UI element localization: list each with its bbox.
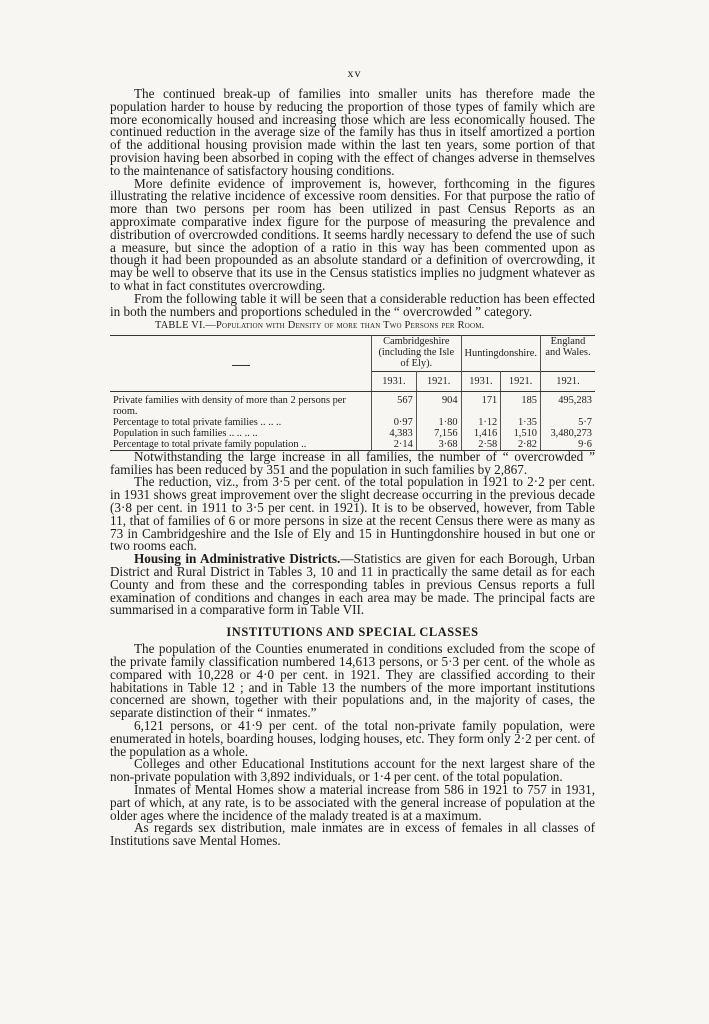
cell: 1,510 [501,428,541,439]
cell: 0·97 [372,417,417,428]
table-row [110,428,595,439]
paragraph-institutions: The population of the Counties enumerated in conditions excluded from the scope of the private family classification numbered 14,613 persons, or 5·3 per cent. of the whole as compared with 10,228 or 4·0 per cent. in 1921. They are classified according to their habitations in Table 12 ; and in Table 13 the numbers of the more important institutions concerned are shown, together with their populations and, in the majority of cases, the separate distinction of their “ inmates.” [110,641,595,721]
cell: 185 [501,391,541,417]
overcrowding-table [110,335,595,451]
cell: 904 [416,391,461,417]
header-huntingdonshire: Huntingdonshire. [461,336,540,372]
cell: 2·14 [372,439,417,451]
stub-dash [232,365,250,366]
row-label: Percentage to total private families .. .. .. [110,417,372,428]
year-ew-1921: 1921. [541,371,596,391]
row-label: Population in such families .. .. .. .. [110,428,372,439]
housing-run-in-title: Housing in Administrative Districts. [134,551,341,567]
paragraph-mental-homes: Inmates of Mental Homes show a material increase from 586 in 1921 to 757 in 1931, part of which, at any rate, is to be associated with the general increase of population at the older ages where the incidence of the malady treated is at a maximum. [110,781,595,823]
section-heading: INSTITUTIONS AND SPECIAL CLASSES [226,625,479,640]
year-cambs-1931: 1931. [372,371,417,391]
year-cambs-1921: 1921. [416,371,461,391]
cell: 1·80 [416,417,461,428]
paragraph-housing-districts [110,553,595,617]
cell: 2·58 [461,439,501,451]
paragraph-hotels: 6,121 persons, or 41·9 per cent. of the total non-private family population, were enumerated in hotels, boarding houses, lodging houses, etc. They form only 2·2 per cent. of the population as a whole. [110,717,595,759]
cell: 9·6 [541,439,596,451]
cell: 1·12 [461,417,501,428]
year-stub [110,371,372,391]
year-hunts-1921: 1921. [501,371,541,391]
year-hunts-1931: 1931. [461,371,501,391]
paragraph-notwithstanding: Notwithstanding the large increase in all families, the number of “ overcrowded ” families has been reduced by 351 and the population in such families by 2,867. [110,448,595,477]
cell: 3·68 [416,439,461,451]
paragraph-colleges: Colleges and other Educational Institutions account for the next largest share of the non-private population with 3,892 individuals, or 1·4 per cent. of the total population. [110,756,595,785]
header-england-wales: England and Wales. [541,336,596,372]
cell: 567 [372,391,417,417]
row-label: Percentage to total private family population .. [110,439,372,451]
table-caption [155,319,595,332]
paragraph-reduction: The reduction, viz., from 3·5 per cent. of the total population in 1921 to 2·2 per cent. in 1931 shows great improvement over the slight decrease occurring in the previous decade (3·8 per cent. in 1911 to 3·5 per cent. in 1921). It is to be observed, however, from Table 11, that of families of 6 or more persons in size at the recent Census there were as many as 73 in Cambridgeshire and the Isle of Ely and 15 in Huntingdonshire housed in but one or two rooms each. [110,474,595,554]
paragraph-following-table: From the following table it will be seen that a considerable reduction has been effected in both the numbers and proportions scheduled in the “ overcrowded ” category. [110,290,595,319]
cell: 171 [461,391,501,417]
table-caption-title: Population with Density of more than Two Persons per Room. [216,320,485,332]
housing-text: —Statistics are given for each Borough, Urban District and Rural District in Tables 3, 10 and 11 in practically the same detail as for each County and from these and the corresponding tables in previous Census reports a full examination of conditions and changes in each area may be made. The principal facts are summarised in a comparative form in Table VII. [110,551,595,618]
cell: 1,416 [461,428,501,439]
page-number: xv [347,66,362,80]
text-column [110,88,595,848]
cell: 5·7 [578,416,592,428]
table-stub-header [110,336,372,372]
cell: 2·82 [501,439,541,451]
paragraph-room-density: More definite evidence of improvement is, however, forthcoming in the figures illustrating the relative incidence of excessive room densities. For that purpose the ratio of more than two persons per room has been utilized in past Census Reports as an approximate comparative index figure for the purpose of measuring the prevalence and distribution of overcrowded conditions. It seems hardly necessary to defend the use of such a measure, but since the adoption of a ratio in this way has been commented upon as though it had been propounded as an absolute standard or a definition of overcrowding, it may be well to observe that its use in the Census statistics implies no judgment whatever as to what in fact constitutes overcrowding. [110,175,595,293]
row-label: Private families with density of more than 2 persons per room. [110,391,372,417]
cell: 1·35 [501,417,541,428]
paragraph-sex-distribution: As regards sex distribution, male inmates are in excess of females in all classes of Institutions save Mental Homes. [110,820,595,849]
cell: 7,156 [416,428,461,439]
table-row [110,391,595,417]
cell: 495,283 [558,394,592,406]
cell: 3,480,273 [550,427,592,439]
table-caption-prefix: TABLE VI.— [155,320,217,332]
header-cambridgeshire: Cambridgeshire (including the Isle of Ely). [372,336,462,372]
paragraph-breakup: The continued break-up of families into smaller units has therefore made the population harder to house by reducing the proportion of those types of family which are more economically housed and increasing those which are less economically housed. The continued reduction in the average size of the family has thus in itself amortized a portion of the additional housing provision made within the last ten years, some portion of that provision having been absorbed in coping with the effect of changes adverse in themselves to the maintenance of satisfactory housing conditions. [110,86,595,178]
table-row [110,417,595,428]
cell: 4,383 [372,428,417,439]
